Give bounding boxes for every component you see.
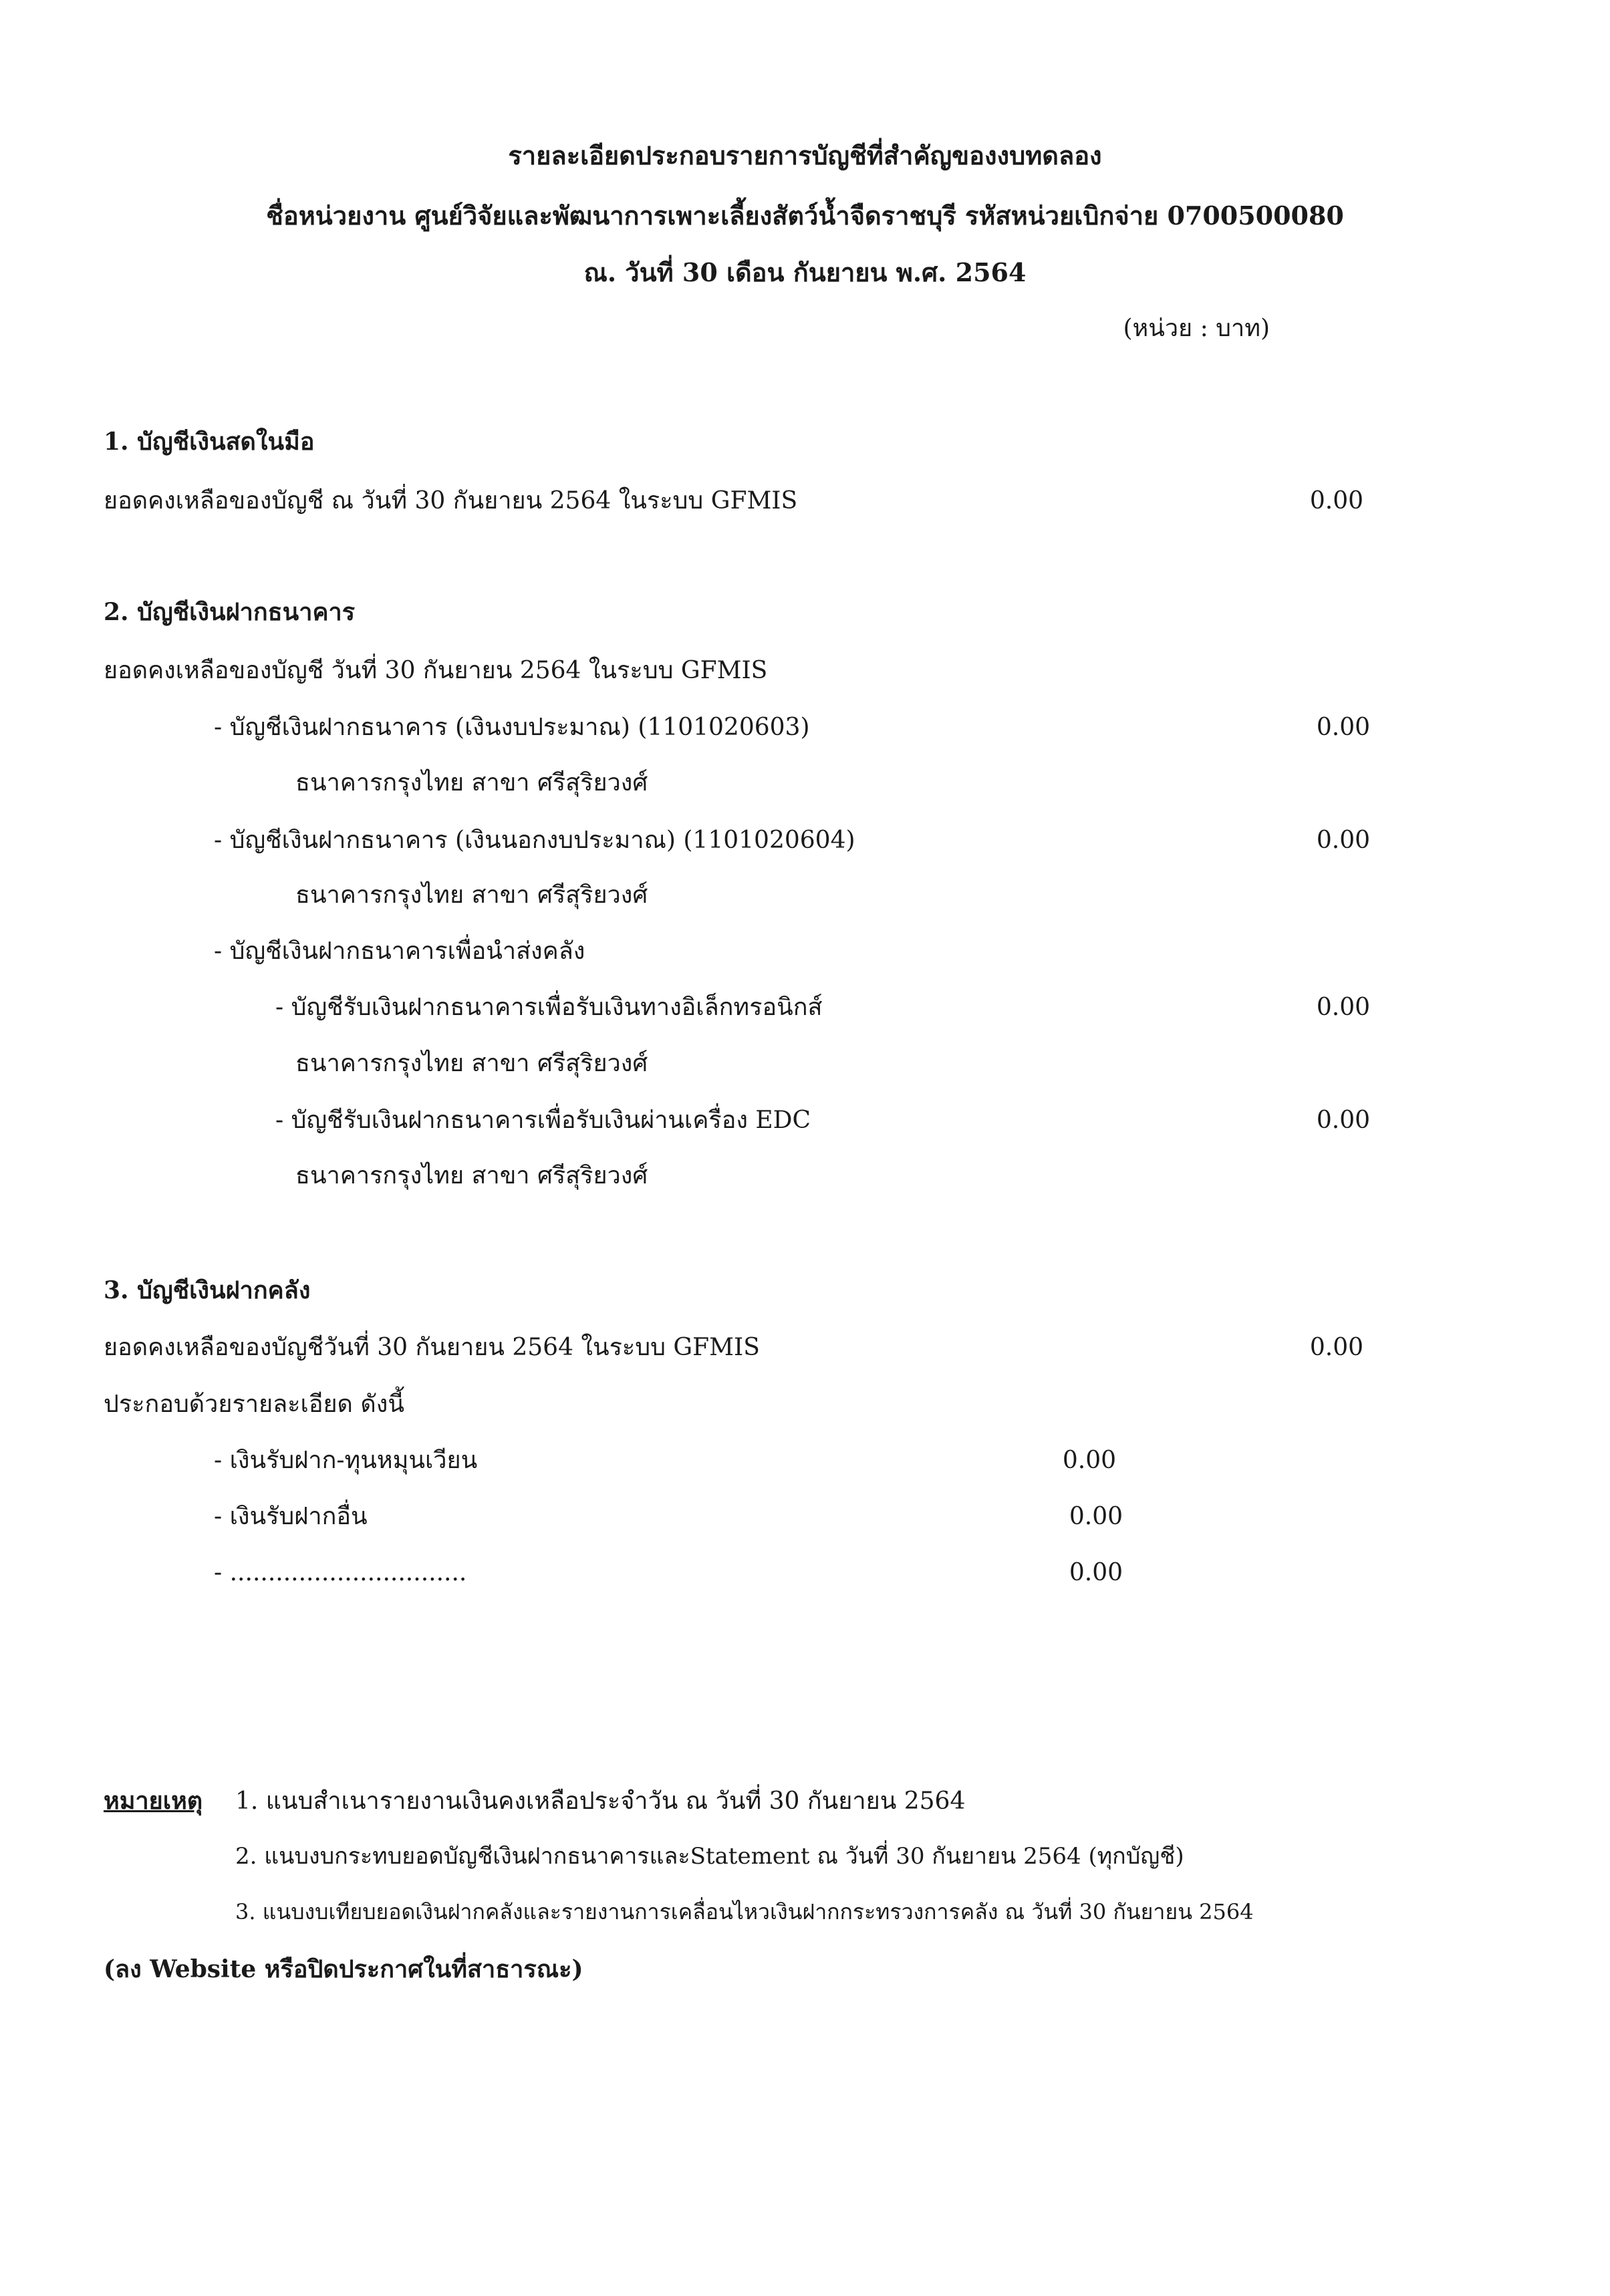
unit-label: (หน่วย : บาท): [1123, 315, 1270, 342]
note-item-2: 2. แนบงบกระทบยอดบัญชีเงินฝากธนาคารและStatement ณ วันที่ 30 กันยายน 2564 (ทุกบัญชี): [235, 1843, 1184, 1870]
notes-footer: (ลง Website หรือปิดประกาศในที่สาธารณะ): [104, 1955, 583, 1983]
section3-heading: 3. บัญชีเงินฝากคลัง: [104, 1276, 311, 1304]
section2-balance-label: ยอดคงเหลือของบัญชี วันที่ 30 กันยายน 2564 ในระบบ GFMIS: [104, 657, 768, 684]
section3-item-blank-label: - ...............................: [214, 1559, 467, 1586]
document-title: รายละเอียดประกอบรายการบัญชีที่สำคัญของงบทดลอง: [508, 140, 1102, 170]
section2-subitem-edc-bank: ธนาคารกรุงไทย สาขา ศรีสุริยวงศ์: [295, 1162, 648, 1189]
section2-subitem-electronic-value: 0.00: [1316, 994, 1370, 1021]
section1-heading: 1. บัญชีเงินสดในมือ: [104, 428, 315, 456]
section2-subitem-electronic-bank: ธนาคารกรุงไทย สาขา ศรีสุริยวงศ์: [295, 1050, 648, 1077]
section2-item-budget-bank: ธนาคารกรุงไทย สาขา ศรีสุริยวงศ์: [295, 769, 648, 797]
section2-treasury-label: - บัญชีเงินฝากธนาคารเพื่อนำส่งคลัง: [214, 938, 585, 965]
section2-heading: 2. บัญชีเงินฝากธนาคาร: [104, 598, 356, 626]
section3-balance-label: ยอดคงเหลือของบัญชีวันที่ 30 กันยายน 2564 ในระบบ GFMIS: [104, 1334, 760, 1361]
section2-subitem-electronic-label: - บัญชีรับเงินฝากธนาคารเพื่อรับเงินทางอิเล็กทรอนิกส์: [275, 994, 823, 1021]
section3-item-other-label: - เงินรับฝากอื่น: [214, 1503, 368, 1530]
section2-subitem-edc-value: 0.00: [1316, 1107, 1370, 1134]
section3-item-revolving-value: 0.00: [1062, 1447, 1116, 1474]
section2-item-offbudget-bank: ธนาคารกรุงไทย สาขา ศรีสุริยวงศ์: [295, 881, 648, 909]
section3-item-revolving-label: - เงินรับฝาก-ทุนหมุนเวียน: [214, 1447, 478, 1474]
note-item-1: 1. แนบสำเนารายงานเงินคงเหลือประจำวัน ณ วันที่ 30 กันยายน 2564: [235, 1787, 966, 1815]
section2-item-budget-label: - บัญชีเงินฝากธนาคาร (เงินงบประมาณ) (1101020603): [214, 714, 810, 741]
section2-item-offbudget-value: 0.00: [1316, 827, 1370, 854]
notes-label: หมายเหตุ: [104, 1787, 203, 1815]
section1-balance-value: 0.00: [1309, 487, 1363, 515]
section3-balance-value: 0.00: [1309, 1334, 1363, 1361]
section3-details-label: ประกอบด้วยรายละเอียด ดังนี้: [104, 1391, 404, 1418]
section3-item-blank-value: 0.00: [1069, 1559, 1123, 1586]
section2-item-budget-value: 0.00: [1316, 714, 1370, 741]
agency-line: ชื่อหน่วยงาน ศูนย์วิจัยและพัฒนาการเพาะเลี้ยงสัตว์น้ำจืดราชบุรี รหัสหน่วยเบิกจ่าย 0700500080: [266, 200, 1344, 231]
section1-balance-label: ยอดคงเหลือของบัญชี ณ วันที่ 30 กันยายน 2564 ในระบบ GFMIS: [104, 487, 798, 515]
section2-item-offbudget-label: - บัญชีเงินฝากธนาคาร (เงินนอกงบประมาณ) (1101020604): [214, 827, 855, 854]
report-date: ณ. วันที่ 30 เดือน กันยายน พ.ศ. 2564: [583, 257, 1027, 287]
section3-item-other-value: 0.00: [1069, 1503, 1123, 1530]
section2-subitem-edc-label: - บัญชีรับเงินฝากธนาคารเพื่อรับเงินผ่านเครื่อง EDC: [275, 1107, 811, 1134]
note-item-3: 3. แนบงบเทียบยอดเงินฝากคลังและรายงานการเคลื่อนไหวเงินฝากกระทรวงการคลัง ณ วันที่ 30 กันยายน 2564: [235, 1899, 1254, 1924]
